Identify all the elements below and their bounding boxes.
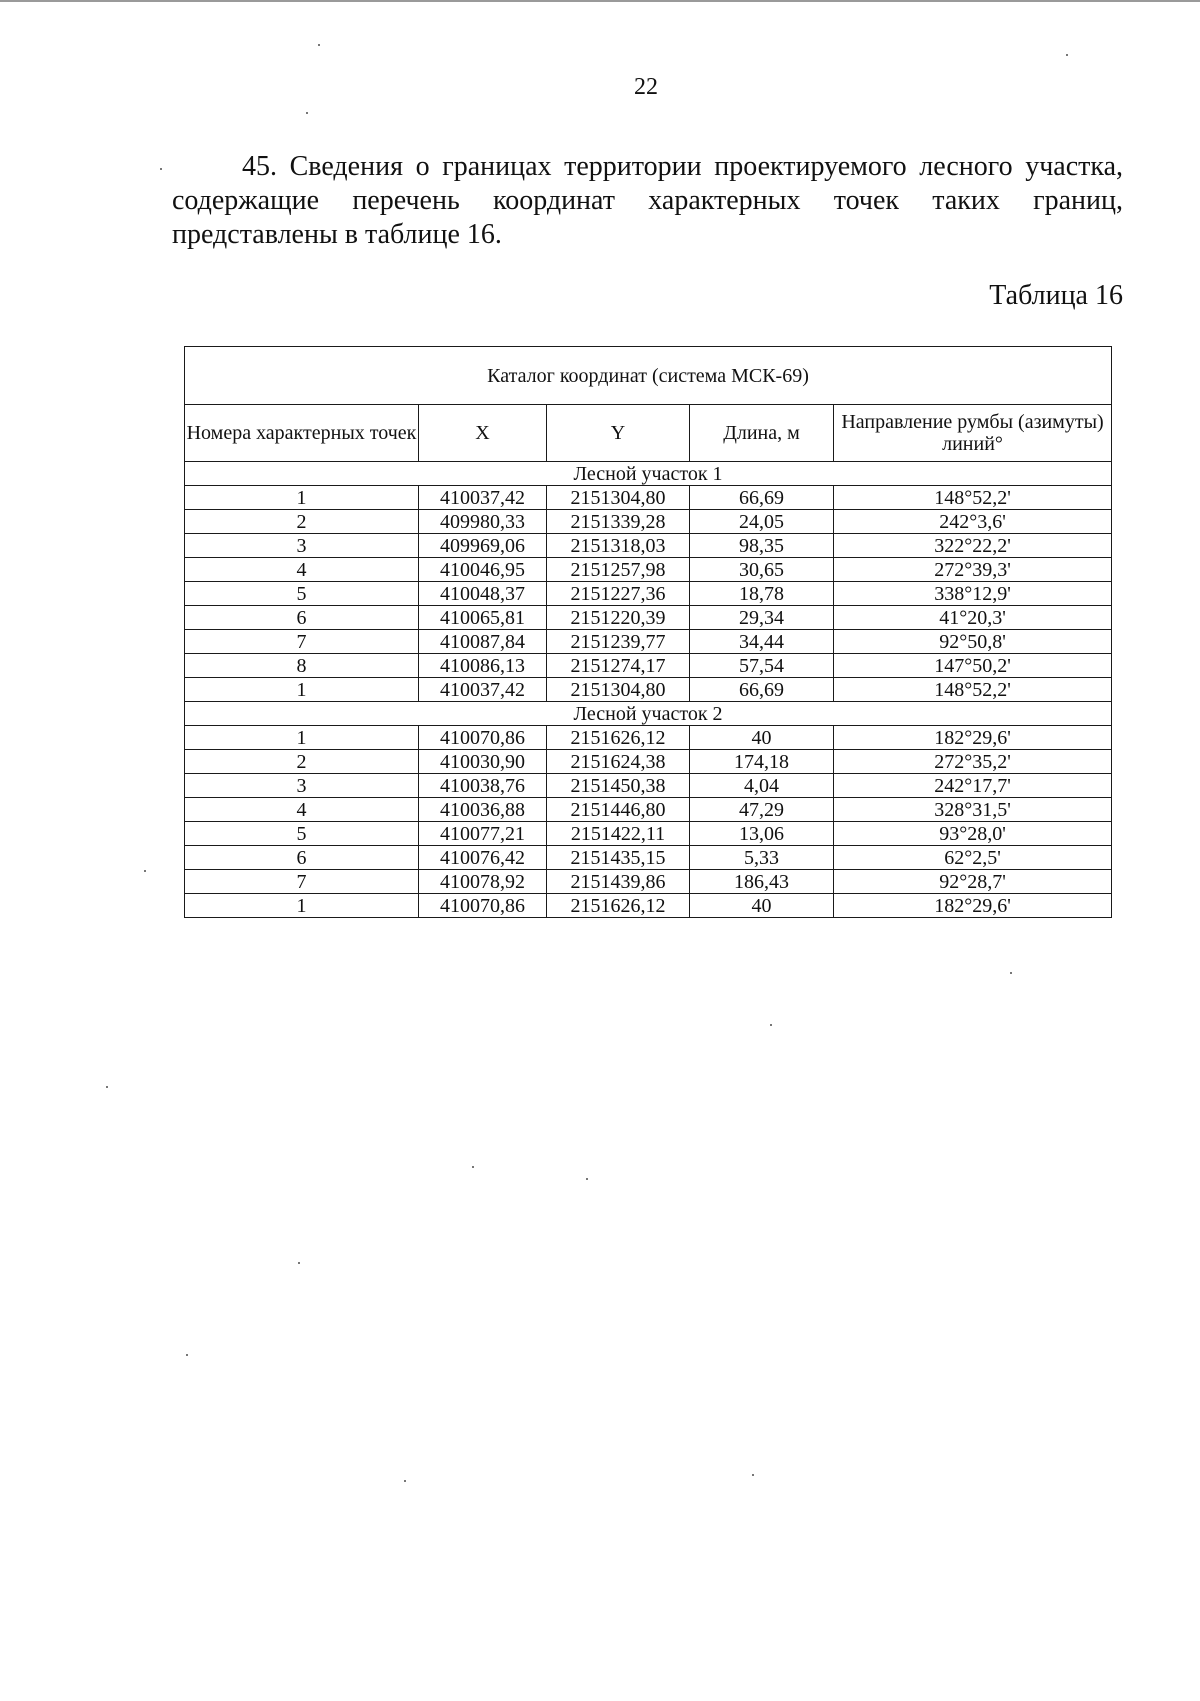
scan-speck xyxy=(1066,54,1068,56)
table-row xyxy=(185,582,1112,606)
cell-y: 2151450,38 xyxy=(547,774,690,798)
cell-azimuth: 272°35,2' xyxy=(834,750,1112,774)
cell-x: 410065,81 xyxy=(419,606,547,630)
cell-point: 7 xyxy=(185,870,419,894)
cell-length: 66,69 xyxy=(690,678,834,702)
cell-y: 2151227,36 xyxy=(547,582,690,606)
cell-azimuth: 147°50,2' xyxy=(834,654,1112,678)
cell-length: 174,18 xyxy=(690,750,834,774)
cell-length: 47,29 xyxy=(690,798,834,822)
cell-x: 409969,06 xyxy=(419,534,547,558)
table-row xyxy=(185,486,1112,510)
cell-x: 410086,13 xyxy=(419,654,547,678)
cell-length: 4,04 xyxy=(690,774,834,798)
cell-y: 2151220,39 xyxy=(547,606,690,630)
table-row xyxy=(185,534,1112,558)
cell-azimuth: 41°20,3' xyxy=(834,606,1112,630)
section-title: Лесной участок 1 xyxy=(185,462,1112,486)
page-top-edge xyxy=(0,0,1200,2)
cell-azimuth: 148°52,2' xyxy=(834,486,1112,510)
cell-azimuth: 92°50,8' xyxy=(834,630,1112,654)
cell-y: 2151339,28 xyxy=(547,510,690,534)
section-row xyxy=(185,462,1112,486)
cell-y: 2151257,98 xyxy=(547,558,690,582)
table-row xyxy=(185,630,1112,654)
cell-y: 2151435,15 xyxy=(547,846,690,870)
column-header-azimuth: Направление румбы (азимуты) линий° xyxy=(834,405,1112,462)
table-caption-row xyxy=(185,347,1112,405)
cell-point: 5 xyxy=(185,582,419,606)
cell-point: 1 xyxy=(185,726,419,750)
page-number: 22 xyxy=(634,74,658,100)
table-row xyxy=(185,654,1112,678)
cell-x: 410078,92 xyxy=(419,870,547,894)
cell-point: 7 xyxy=(185,630,419,654)
cell-y: 2151274,17 xyxy=(547,654,690,678)
cell-x: 410076,42 xyxy=(419,846,547,870)
scan-speck xyxy=(144,870,146,872)
table-row xyxy=(185,726,1112,750)
scan-speck xyxy=(770,1024,772,1026)
table-row xyxy=(185,798,1112,822)
cell-y: 2151422,11 xyxy=(547,822,690,846)
cell-y: 2151318,03 xyxy=(547,534,690,558)
column-header-point: Номера характерных точек xyxy=(185,405,419,462)
cell-y: 2151304,80 xyxy=(547,486,690,510)
table-caption: Каталог координат (система МСК-69) xyxy=(185,347,1112,405)
scan-speck xyxy=(306,112,308,114)
cell-x: 410037,42 xyxy=(419,678,547,702)
table-row xyxy=(185,750,1112,774)
cell-azimuth: 328°31,5' xyxy=(834,798,1112,822)
cell-length: 186,43 xyxy=(690,870,834,894)
cell-x: 410048,37 xyxy=(419,582,547,606)
cell-point: 1 xyxy=(185,486,419,510)
cell-x: 410038,76 xyxy=(419,774,547,798)
cell-azimuth: 242°17,7' xyxy=(834,774,1112,798)
cell-point: 1 xyxy=(185,678,419,702)
cell-x: 410036,88 xyxy=(419,798,547,822)
cell-azimuth: 62°2,5' xyxy=(834,846,1112,870)
scan-speck xyxy=(1010,972,1012,974)
cell-length: 13,06 xyxy=(690,822,834,846)
cell-length: 24,05 xyxy=(690,510,834,534)
cell-length: 34,44 xyxy=(690,630,834,654)
cell-x: 410087,84 xyxy=(419,630,547,654)
cell-length: 40 xyxy=(690,726,834,750)
cell-point: 1 xyxy=(185,894,419,918)
cell-y: 2151439,86 xyxy=(547,870,690,894)
scan-speck xyxy=(186,1354,188,1356)
cell-point: 6 xyxy=(185,846,419,870)
cell-azimuth: 182°29,6' xyxy=(834,726,1112,750)
cell-azimuth: 182°29,6' xyxy=(834,894,1112,918)
scan-speck xyxy=(404,1480,406,1482)
table-row xyxy=(185,870,1112,894)
cell-x: 410046,95 xyxy=(419,558,547,582)
cell-y: 2151626,12 xyxy=(547,894,690,918)
scan-speck xyxy=(586,1178,588,1180)
cell-azimuth: 242°3,6' xyxy=(834,510,1112,534)
cell-y: 2151304,80 xyxy=(547,678,690,702)
cell-azimuth: 338°12,9' xyxy=(834,582,1112,606)
cell-length: 5,33 xyxy=(690,846,834,870)
cell-length: 18,78 xyxy=(690,582,834,606)
cell-length: 40 xyxy=(690,894,834,918)
scan-speck xyxy=(318,44,320,46)
cell-point: 4 xyxy=(185,798,419,822)
table-row xyxy=(185,606,1112,630)
table-row xyxy=(185,510,1112,534)
cell-length: 57,54 xyxy=(690,654,834,678)
intro-paragraph: 45. Сведения о границах территории проектируемого лесного участка, содержащие перечень координат характерных точек таких границ, представлены в таблице 16. xyxy=(172,151,1123,250)
section-title: Лесной участок 2 xyxy=(185,702,1112,726)
column-header-length: Длина, м xyxy=(690,405,834,462)
cell-x: 410070,86 xyxy=(419,726,547,750)
cell-x: 410070,86 xyxy=(419,894,547,918)
table-row xyxy=(185,894,1112,918)
cell-point: 3 xyxy=(185,774,419,798)
table-row xyxy=(185,558,1112,582)
cell-y: 2151239,77 xyxy=(547,630,690,654)
scan-speck xyxy=(106,1086,108,1088)
cell-y: 2151624,38 xyxy=(547,750,690,774)
cell-x: 410077,21 xyxy=(419,822,547,846)
scan-speck xyxy=(472,1166,474,1168)
cell-x: 410037,42 xyxy=(419,486,547,510)
cell-length: 66,69 xyxy=(690,486,834,510)
scan-speck xyxy=(752,1474,754,1476)
cell-length: 29,34 xyxy=(690,606,834,630)
table-header-row xyxy=(185,405,1112,462)
scan-speck xyxy=(160,168,162,170)
table-body xyxy=(185,462,1112,918)
scan-speck xyxy=(298,1262,300,1264)
cell-point: 2 xyxy=(185,750,419,774)
table-row xyxy=(185,774,1112,798)
table-row xyxy=(185,846,1112,870)
cell-point: 6 xyxy=(185,606,419,630)
column-header-x: X xyxy=(419,405,547,462)
cell-length: 30,65 xyxy=(690,558,834,582)
cell-point: 2 xyxy=(185,510,419,534)
table-label: Таблица 16 xyxy=(989,280,1123,311)
cell-azimuth: 148°52,2' xyxy=(834,678,1112,702)
cell-point: 8 xyxy=(185,654,419,678)
cell-azimuth: 92°28,7' xyxy=(834,870,1112,894)
cell-azimuth: 93°28,0' xyxy=(834,822,1112,846)
section-row xyxy=(185,702,1112,726)
cell-length: 98,35 xyxy=(690,534,834,558)
cell-point: 3 xyxy=(185,534,419,558)
cell-azimuth: 322°22,2' xyxy=(834,534,1112,558)
cell-point: 5 xyxy=(185,822,419,846)
cell-x: 410030,90 xyxy=(419,750,547,774)
column-header-y: Y xyxy=(547,405,690,462)
table-row xyxy=(185,678,1112,702)
coordinates-table xyxy=(184,346,1112,918)
cell-y: 2151446,80 xyxy=(547,798,690,822)
cell-y: 2151626,12 xyxy=(547,726,690,750)
cell-azimuth: 272°39,3' xyxy=(834,558,1112,582)
cell-point: 4 xyxy=(185,558,419,582)
cell-x: 409980,33 xyxy=(419,510,547,534)
table-row xyxy=(185,822,1112,846)
